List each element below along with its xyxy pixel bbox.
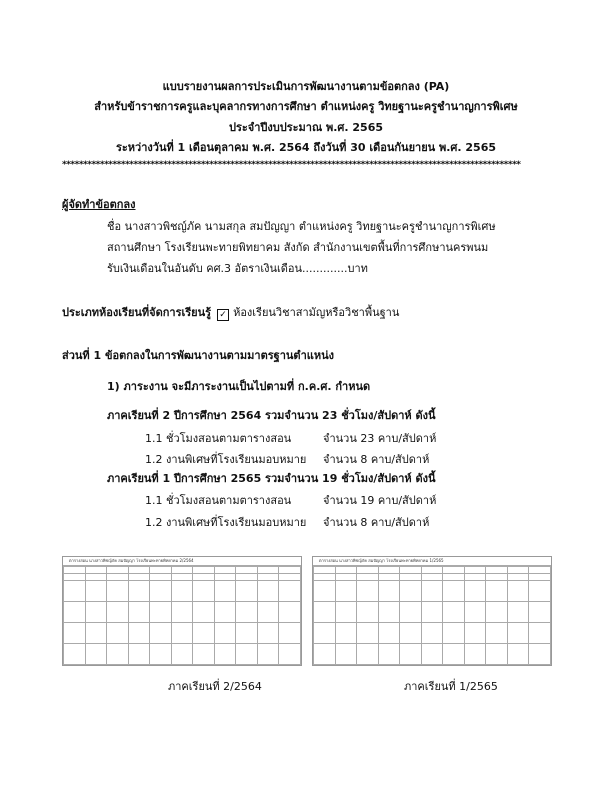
separator-line: ************************************************************************************************************* [62, 160, 521, 170]
timetable-title: ตารางสอน นางสาวพิชญ์ภัค สมปัญญา โรงเรียนพะทายพิทยาคม 1/2565 [313, 557, 551, 566]
timetable-image [312, 556, 552, 666]
fiscal-year: ประจำปีงบประมาณ พ.ศ. 2565 [228, 121, 384, 134]
agreement-maker-heading: ผู้จัดทำข้อตกลง [62, 198, 136, 211]
semester1-heading: ภาคเรียนที่ 2 ปีการศึกษา 2564 รวมจำนวน 23 ชั่วโมง/สัปดาห์ ดังนี้ [107, 409, 436, 422]
timetable-caption: ภาคเรียนที่ 1/2565 [404, 680, 498, 693]
classroom-type-label: ประเภทห้องเรียนที่จัดการเรียนรู้ [62, 306, 212, 319]
part1-heading: ส่วนที่ 1 ข้อตกลงในการพัฒนางานตามมาตรฐานตำแหน่ง [62, 349, 334, 362]
school-line: สถานศึกษา โรงเรียนพะทายพิทยาคม สังกัด สำนักงานเขตพื้นที่การศึกษานครพนม [107, 241, 489, 254]
classroom-type-row [62, 306, 399, 321]
timetable-grid [63, 566, 301, 665]
semester1-item-amount: จำนวน 8 คาบ/สัปดาห์ [323, 453, 430, 466]
semester2-heading: ภาคเรียนที่ 1 ปีการศึกษา 2565 รวมจำนวน 19 ชั่วโมง/สัปดาห์ ดังนี้ [107, 472, 436, 485]
checkbox-checked-icon[interactable]: ✓ [217, 309, 229, 321]
timetable-image [62, 556, 302, 666]
salary-line: รับเงินเดือนในอันดับ คศ.3 อัตราเงินเดือน.............บาท [107, 262, 368, 275]
semester2-item-label: 1.2 งานพิเศษที่โรงเรียนมอบหมาย [145, 516, 307, 529]
timetable-grid [313, 566, 551, 665]
semester2-item-amount: จำนวน 8 คาบ/สัปดาห์ [323, 516, 430, 529]
report-period: ระหว่างวันที่ 1 เดือนตุลาคม พ.ศ. 2564 ถึงวันที่ 30 เดือนกันยายน พ.ศ. 2565 [115, 141, 497, 154]
classroom-type-option: ห้องเรียนวิชาสามัญหรือวิชาพื้นฐาน [233, 306, 400, 319]
semester1-item-label: 1.1 ชั่วโมงสอนตามตารางสอน [145, 432, 292, 445]
semester1-item-label: 1.2 งานพิเศษที่โรงเรียนมอบหมาย [145, 453, 307, 466]
report-title: แบบรายงานผลการประเมินการพัฒนางานตามข้อตกลง (PA) [162, 80, 450, 93]
timetable-caption: ภาคเรียนที่ 2/2564 [168, 680, 262, 693]
name-line: ชื่อ นางสาวพิชญ์ภัค นามสกุล สมปัญญา ตำแหน่งครู วิทยฐานะครูชำนาญการพิเศษ [107, 220, 496, 233]
semester1-item-amount: จำนวน 23 คาบ/สัปดาห์ [323, 432, 437, 445]
semester2-item-amount: จำนวน 19 คาบ/สัปดาห์ [323, 494, 437, 507]
report-subtitle: สำหรับข้าราชการครูและบุคลากรทางการศึกษา ตำแหน่งครู วิทยฐานะครูชำนาญการพิเศษ [94, 100, 518, 113]
workload-line: 1) ภาระงาน จะมีภาระงานเป็นไปตามที่ ก.ค.ศ. กำหนด [107, 380, 371, 393]
semester2-item-label: 1.1 ชั่วโมงสอนตามตารางสอน [145, 494, 292, 507]
timetable-title: ตารางสอน นางสาวพิชญ์ภัค สมปัญญา โรงเรียนพะทายพิทยาคม 2/2564 [63, 557, 301, 566]
